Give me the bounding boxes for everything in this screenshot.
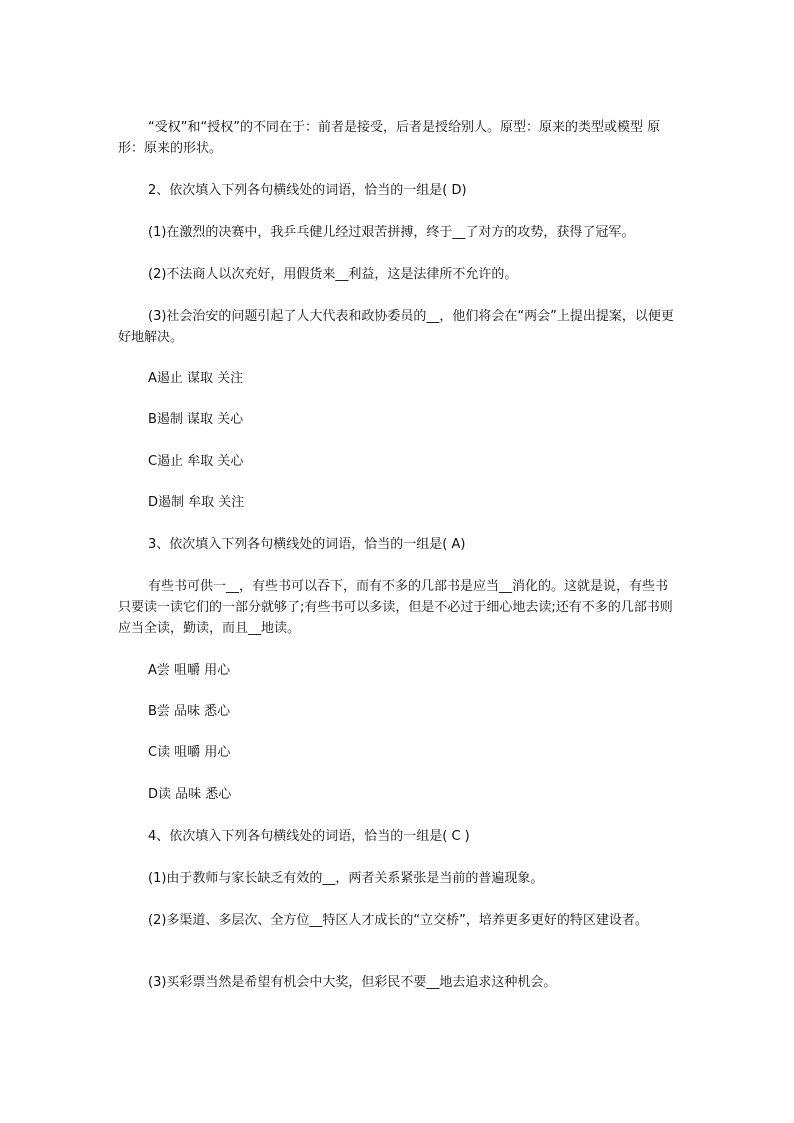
question-2-option-d: D遏制 牟取 关注 (148, 495, 245, 510)
question-2-option-c: C遏止 牟取 关心 (148, 454, 244, 469)
question-2-heading: 2、依次填入下列各句横线处的词语，恰当的一组是( D) (148, 183, 467, 198)
question-3-option-c: C读 咀嚼 用心 (148, 745, 231, 760)
question-2-sentence-3: (3)社会治安的问题引起了人大代表和政协委员的__，他们将会在“两会”上提出提案，以便更好地解决。 (118, 309, 674, 345)
question-4-sentence-2: (2)多渠道、多层次、全方位__特区人才成长的“立交桥”，培养更多更好的特区建设者。 (148, 913, 648, 928)
question-4-heading: 4、依次填入下列各句横线处的词语，恰当的一组是( C ) (148, 829, 470, 844)
question-2-option-a: A遏止 谋取 关注 (148, 371, 244, 386)
question-4-sentence-1: (1)由于教师与家长缺乏有效的__，两者关系紧张是当前的普遍现象。 (148, 871, 544, 886)
question-3-passage: 有些书可供一__，有些书可以吞下，而有不多的几部书是应当__消化的。这就是说，有些书只要读一读它们的一部分就够了;有些书可以多读，但是不必过于细心地去读;还有不多的几部书则应当全读，勤读，而且__地读。 (118, 579, 673, 636)
question-2-option-b: B遏制 谋取 关心 (148, 412, 244, 427)
question-4-sentence-3: (3)买彩票当然是希望有机会中大奖，但彩民不要__地去追求这种机会。 (148, 975, 557, 990)
question-2-sentence-1: (1)在激烈的决赛中，我乒乓健儿经过艰苦拼搏，终于__了对方的攻势，获得了冠军。 (148, 225, 635, 240)
question-2-sentence-2: (2)不法商人以次充好，用假货来__利益，这是法律所不允许的。 (148, 267, 518, 282)
question-3-option-d: D读 品味 悉心 (148, 787, 232, 802)
question-3-option-b: B尝 品味 悉心 (148, 704, 231, 719)
question-3-option-a: A尝 咀嚼 用心 (148, 663, 231, 678)
paragraph-intro-explanation: “受权”和“授权”的不同在于：前者是接受，后者是授给别人。原型：原来的类型或模型 原形：原来的形状。 (118, 120, 661, 156)
question-3-heading: 3、依次填入下列各句横线处的词语，恰当的一组是( A) (148, 537, 466, 552)
